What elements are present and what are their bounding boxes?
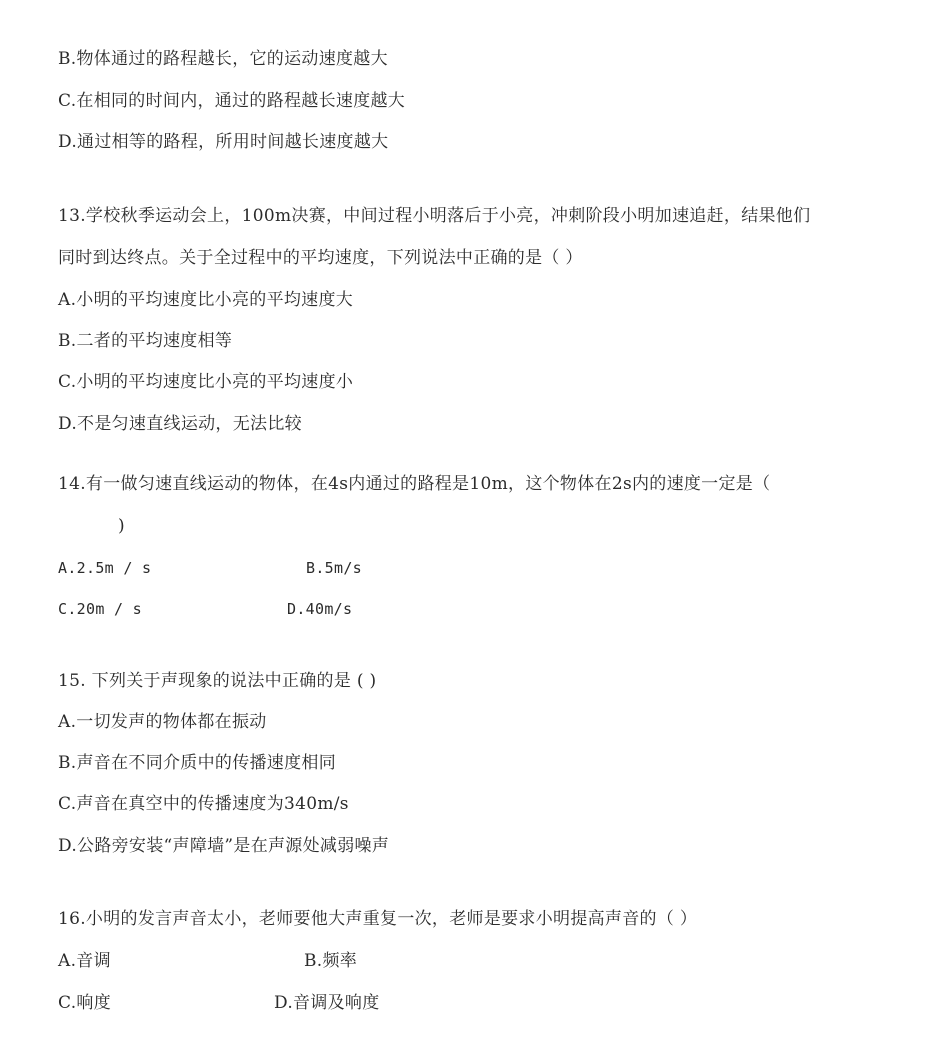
option-16-c: C.响度 xyxy=(58,993,112,1013)
option-13-c: C.小明的平均速度比小亮的平均速度小 xyxy=(58,372,354,392)
question-14-stem: 14.有一做匀速直线运动的物体，在4s内通过的路程是10m，这个物体在2s内的速度一定是（ xyxy=(58,474,771,494)
option-15-a: A.一切发声的物体都在振动 xyxy=(58,712,267,732)
option-15-b: B.声音在不同介质中的传播速度相同 xyxy=(58,753,336,773)
option-12-d: D.通过相等的路程，所用时间越长速度越大 xyxy=(58,132,389,152)
option-13-d: D.不是匀速直线运动，无法比较 xyxy=(58,414,302,434)
option-16-a: A.音调 xyxy=(58,951,111,971)
option-16-d: D.音调及响度 xyxy=(274,993,380,1013)
option-14-c: C.20m / s xyxy=(58,600,142,618)
option-15-d: D.公路旁安装“声障墙”是在声源处减弱噪声 xyxy=(58,836,390,856)
option-15-c: C.声音在真空中的传播速度为340m/s xyxy=(58,794,349,814)
question-13-stem-continued: 同时到达终点。关于全过程中的平均速度，下列说法中正确的是（ ） xyxy=(58,248,583,268)
question-16-stem: 16.小明的发言声音太小，老师要他大声重复一次，老师是要求小明提高声音的（ ） xyxy=(58,909,698,929)
question-15-stem: 15. 下列关于声现象的说法中正确的是 ( ) xyxy=(58,671,377,691)
option-13-a: A.小明的平均速度比小亮的平均速度大 xyxy=(58,290,354,310)
option-13-b: B.二者的平均速度相等 xyxy=(58,331,233,351)
option-12-b: B.物体通过的路程越长，它的运动速度越大 xyxy=(58,49,388,69)
question-13-stem: 13.学校秋季运动会上，100m决赛，中间过程小明落后于小亮，冲刺阶段小明加速追赶，结果他们 xyxy=(58,206,811,226)
option-12-c: C.在相同的时间内，通过的路程越长速度越大 xyxy=(58,91,406,111)
option-14-b: B.5m/s xyxy=(306,559,362,577)
option-14-a: A.2.5m / s xyxy=(58,559,152,577)
option-14-d: D.40m/s xyxy=(287,600,353,618)
question-14-answer-bracket: ) xyxy=(118,516,125,536)
option-16-b: B.频率 xyxy=(304,951,358,971)
